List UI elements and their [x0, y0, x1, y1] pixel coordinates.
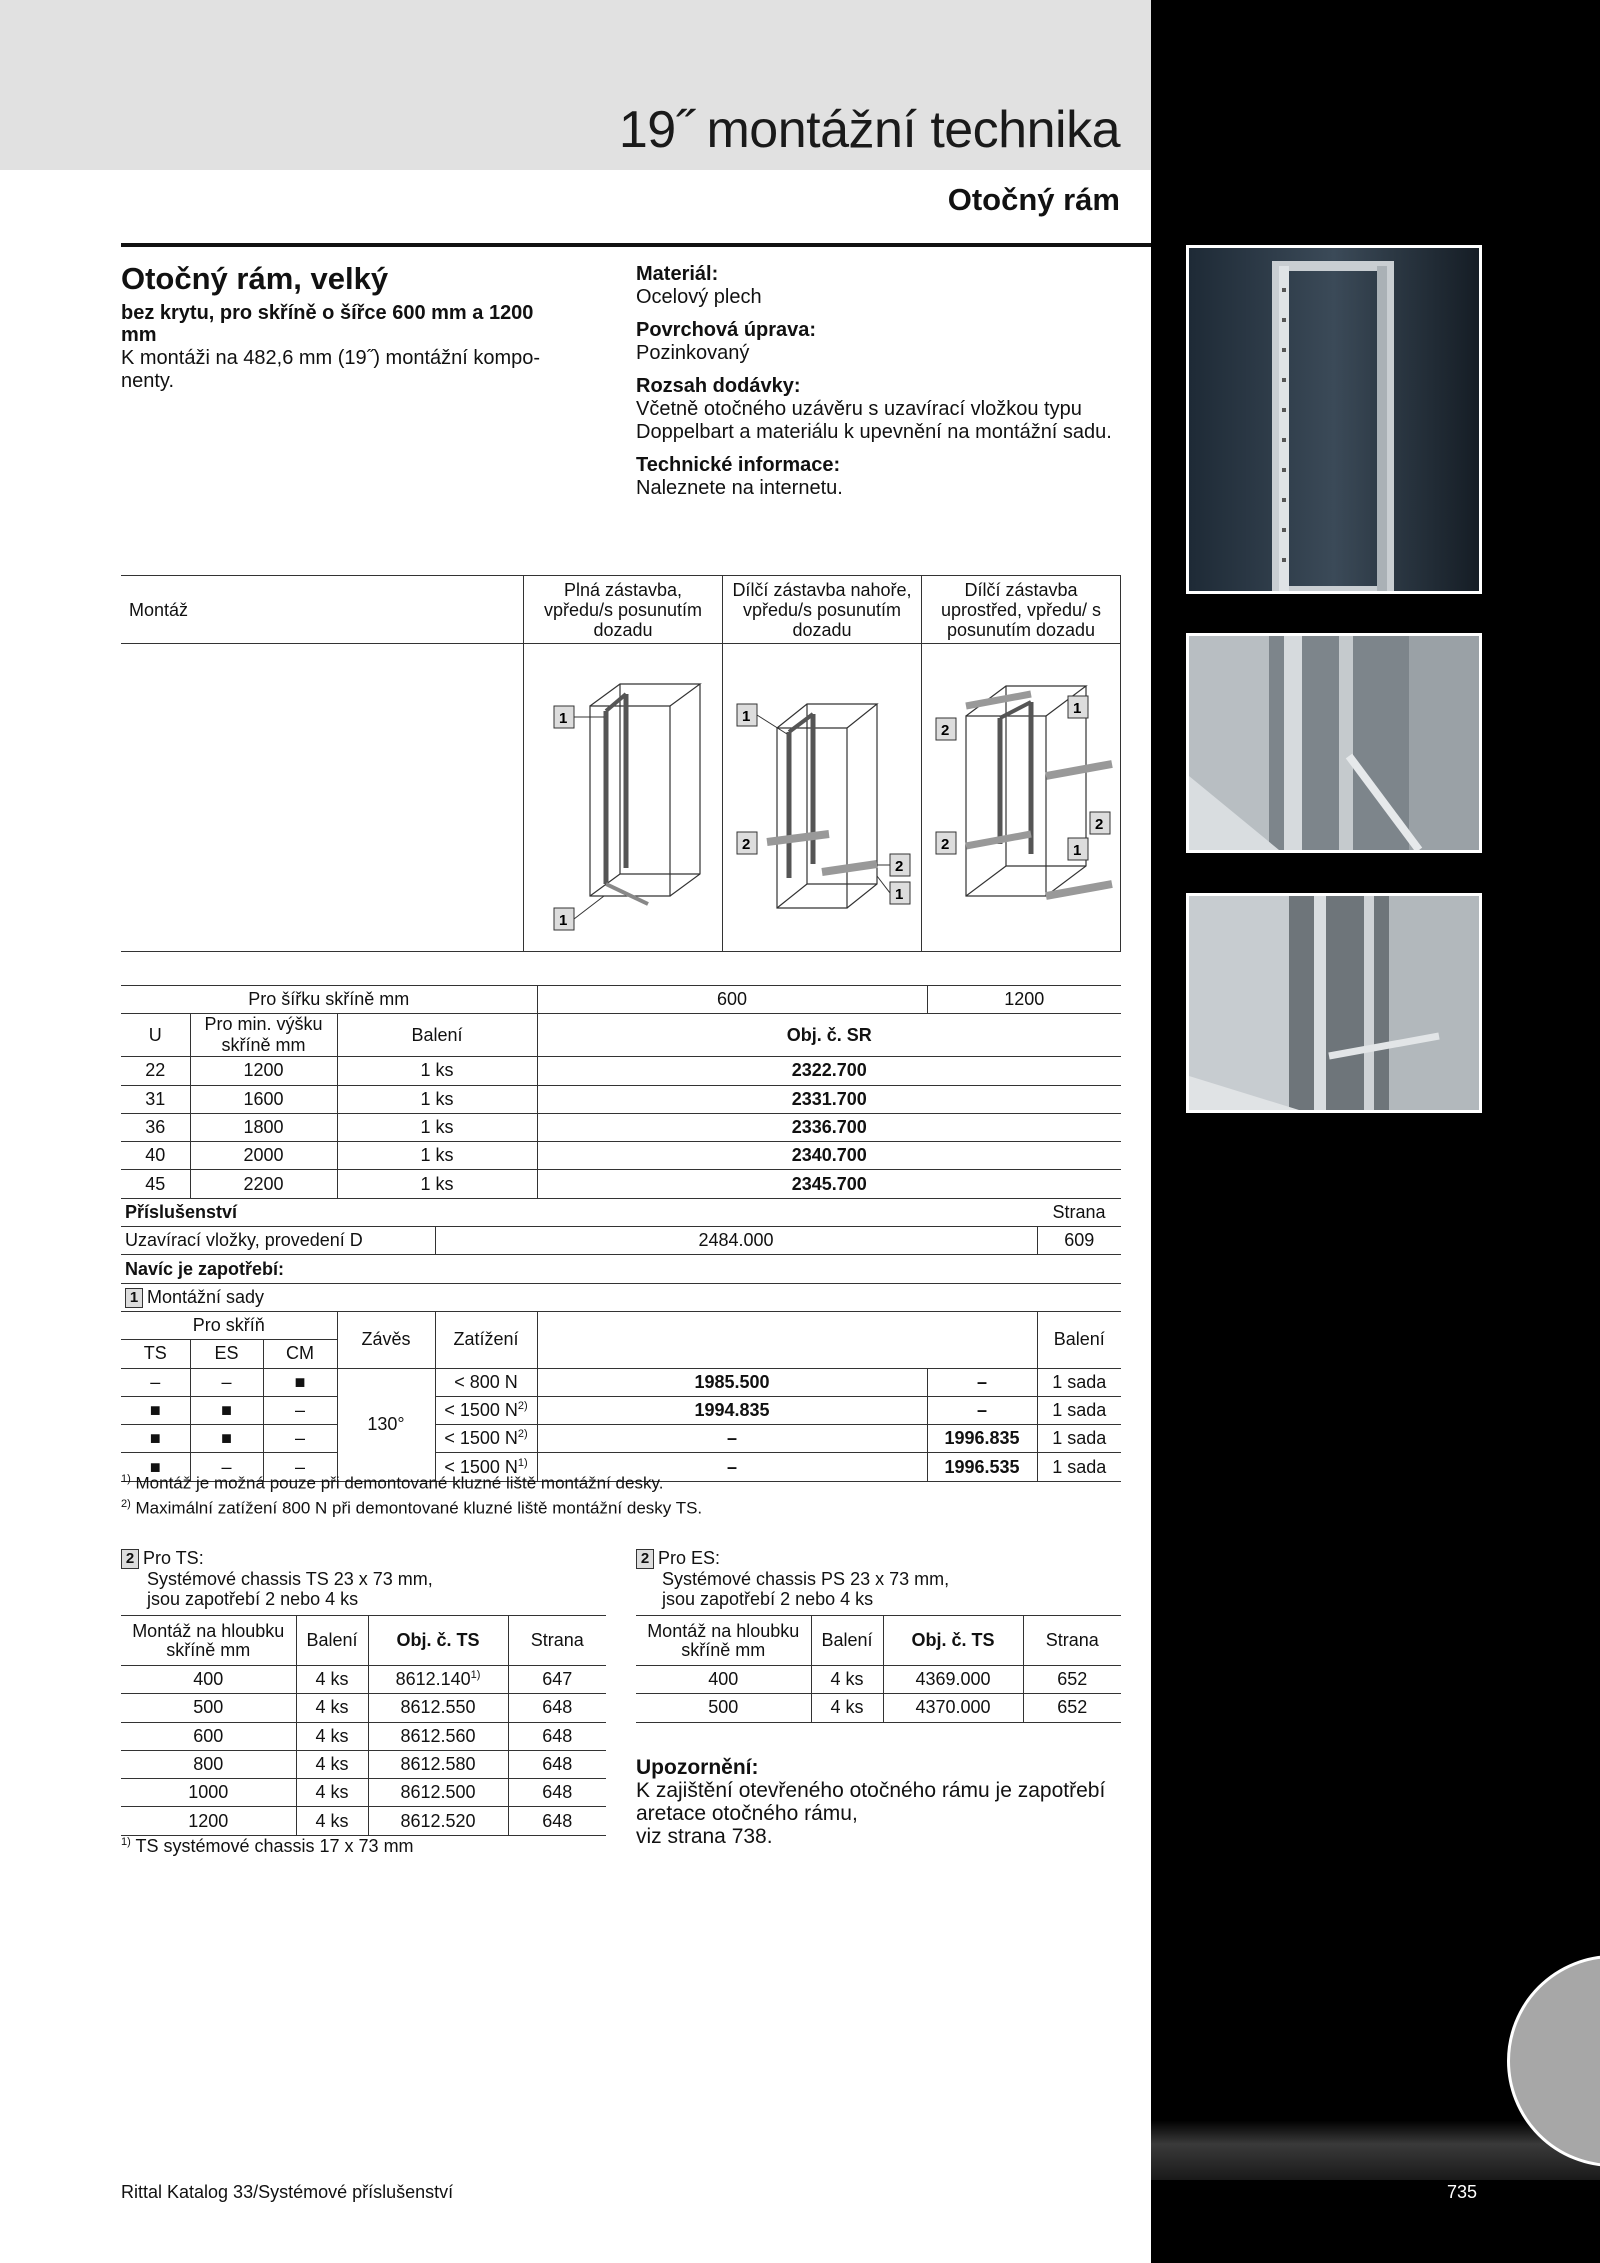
material-value: Ocelový plech: [636, 286, 762, 308]
chapter-title: 19˝ montážní technika: [618, 101, 1120, 159]
accessory-page: 609: [1037, 1227, 1121, 1255]
notice-ref: viz strana 738.: [636, 1825, 773, 1848]
es-number-badge: 2: [636, 1549, 654, 1569]
diagram-label: 1: [559, 911, 568, 929]
table-row: 1000 4 ks 8612.500 648: [121, 1779, 606, 1807]
cabinet-diagram-3: [926, 646, 1116, 946]
order-table: [121, 985, 1121, 1482]
table-row: ■ ■ – < 1500 $N^{2)}$ 1994.835 – 1 sada: [121, 1396, 1121, 1424]
table-row: 600 4 ks 8612.560 648: [121, 1722, 606, 1750]
table-row: 400 4 ks 4369.000 652: [636, 1666, 1121, 1694]
footnotes: $^{1)}$ Montáž je možná pouze při demontované kluzné liště montážní desky. $^{2)}$ Maximální zatížení 800 N při demontované kluzné liště montážní desky TS.: [121, 1473, 703, 1518]
notice-label: Upozornění:: [636, 1756, 759, 1779]
product-title: Otočný rám, velký: [121, 261, 389, 296]
svg-text:2: 2: [1095, 815, 1104, 833]
hinge-label: Závěs: [337, 1311, 435, 1368]
ts-chassis-table: Montáž na hloubku skříně mm Balení Obj. č. TS Strana 400 4 ks 8612.140$^{1)}$ 647 500 4 ks 8612.550 648 600 4 ks 8612.560 648 800 4 ks 8612.580 648 1000 4 ks 8612.500 648 1200 4 ks 8612.520 648: [121, 1615, 606, 1836]
footnote-text: Maximální zatížení 800 N při demontované kluzné liště montážní desky TS.: [135, 1498, 703, 1518]
mounting-option: Plná zástavba, vpředu/s posunutím dozadu: [524, 576, 723, 644]
footer-catalog: Rittal Katalog 33/Systémové příslušenství: [121, 2182, 454, 2202]
supply-value: Včetně otočného uzávěru s uzavírací vložkou typu Doppelbart a materiálu k upevnění na montážní sadu.: [636, 398, 1112, 443]
page-number: 735: [1447, 2182, 1478, 2202]
cabinet-diagram-1: [528, 646, 718, 946]
svg-text:2: 2: [742, 835, 751, 853]
diagram-top-mount: [723, 644, 922, 952]
mounting-table: [121, 575, 1121, 952]
svg-text:1: 1: [1073, 841, 1082, 859]
sys-es: ES: [190, 1340, 263, 1368]
kit-number-badge: 1: [125, 1288, 143, 1308]
table-row: 500 4 ks 4370.000 652: [636, 1694, 1121, 1722]
finish-label: Povrchová úprava:: [636, 319, 817, 341]
mounting-label: Montáž: [121, 576, 524, 644]
finish-value: Pozinkovaný: [636, 342, 750, 364]
svg-text:2: 2: [941, 835, 950, 853]
table-row: 36 1800 1 ks 2336.700: [121, 1113, 1121, 1141]
mounting-option: Dílčí zástavba uprostřed, vpředu/ s posunutím dozadu: [922, 576, 1121, 644]
col-pack: Balení: [337, 1014, 537, 1057]
width-1200: 1200: [927, 986, 1121, 1014]
sys-cm: CM: [263, 1340, 337, 1368]
svg-text:2: 2: [941, 721, 950, 739]
diagram-middle-mount: [922, 644, 1121, 952]
ts-footnote: $^{1)}$ TS systémové chassis 17 x 73 mm: [121, 1836, 414, 1856]
notice: [636, 1756, 1126, 1848]
also-needed: Navíc je zapotřebí:: [121, 1255, 1121, 1283]
product-description: K montáži na 482,6 mm (19˝) montážní komponenty.: [121, 347, 541, 392]
svg-text:1: 1: [1073, 699, 1082, 717]
section-title: Otočný rám: [947, 182, 1120, 217]
table-row: 500 4 ks 8612.550 648: [121, 1694, 606, 1722]
kit-heading: [121, 1283, 1121, 1311]
table-row: 400 4 ks 8612.140$^{1)}$ 647: [121, 1666, 606, 1694]
product-photo-frame: [1186, 893, 1482, 1113]
col-order: Obj. č. SR: [537, 1014, 1121, 1057]
accessory-order: 2484.000: [435, 1227, 1037, 1255]
col-u: U: [121, 1014, 190, 1057]
kit-order-header: [537, 1311, 1037, 1368]
table-row: 40 2000 1 ks 2340.700: [121, 1142, 1121, 1170]
product-properties: [636, 263, 1136, 510]
footnote-text: Montáž je možná pouze při demontované kluzné liště montážní desky.: [135, 1473, 664, 1493]
table-row: 1200 4 ks 8612.520 648: [121, 1807, 606, 1835]
mounting-empty-cell: [121, 644, 524, 952]
ts-block-heading: 2 Pro TS: Systémové chassis TS 23 x 73 mm, jsou zapotřebí 2 nebo 4 ks: [121, 1548, 433, 1609]
table-row: 45 2200 1 ks 2345.700: [121, 1170, 1121, 1198]
ts-number-badge: 2: [121, 1549, 139, 1569]
hinge-value: 130°: [337, 1368, 435, 1481]
product-subtitle: bez krytu, pro skříně o šířce 600 mm a 1200 mm: [121, 302, 534, 346]
page-label: Strana: [1037, 1198, 1121, 1226]
header-rule: [121, 243, 1151, 247]
table-row: ■ – – < 1500 $N^{1)}$ – 1996.535 1 sada: [121, 1453, 1121, 1481]
width-label: Pro šířku skříně mm: [121, 986, 537, 1014]
svg-text:1: 1: [895, 885, 904, 903]
es-block-heading: 2 Pro ES: Systémové chassis PS 23 x 73 mm, jsou zapotřebí 2 nebo 4 ks: [636, 1548, 949, 1609]
load-label: Zatížení: [435, 1311, 537, 1368]
accessory-name: Uzavírací vložky, provedení D: [121, 1227, 435, 1255]
table-row: 800 4 ks 8612.580 648: [121, 1750, 606, 1778]
product-photo-frame: [1186, 245, 1482, 594]
kit-pack-label: Balení: [1037, 1311, 1121, 1368]
accessories-label: Příslušenství: [121, 1198, 1037, 1226]
notice-text: K zajištění otevřeného otočného rámu je zapotřebí aretace otočného rámu,: [636, 1779, 1106, 1825]
supply-label: Rozsah dodávky:: [636, 375, 801, 397]
product-photo-frame: [1186, 633, 1482, 853]
sys-ts: TS: [121, 1340, 190, 1368]
svg-text:1: 1: [742, 707, 751, 725]
es-chassis-table: Montáž na hloubku skříně mm Balení Obj. č. TS Strana 400 4 ks 4369.000 652 500 4 ks 4370.000 652: [636, 1615, 1121, 1723]
width-600: 600: [537, 986, 927, 1014]
mounting-option: Dílčí zástavba nahoře, vpředu/s posunutím dozadu: [723, 576, 922, 644]
diagram-full-mount: [524, 644, 723, 952]
diagram-label: 1: [559, 709, 568, 727]
cabinet-diagram-2: [727, 646, 917, 946]
table-row: ■ ■ – < 1500 $N^{2)}$ – 1996.835 1 sada: [121, 1425, 1121, 1453]
table-row: – – ■ 130° < 800 N 1985.500 – 1 sada: [121, 1368, 1121, 1396]
kit-label: Montážní sady: [147, 1286, 265, 1307]
techinfo-value: Naleznete na internetu.: [636, 477, 843, 499]
svg-text:2: 2: [895, 857, 904, 875]
table-row: 22 1200 1 ks 2322.700: [121, 1057, 1121, 1085]
for-cabinet-label: Pro skříň: [121, 1311, 337, 1339]
material-label: Materiál:: [636, 263, 719, 285]
table-row: 31 1600 1 ks 2331.700: [121, 1085, 1121, 1113]
techinfo-label: Technické informace:: [636, 454, 841, 476]
col-height: Pro min. výšku skříně mm: [190, 1014, 337, 1057]
